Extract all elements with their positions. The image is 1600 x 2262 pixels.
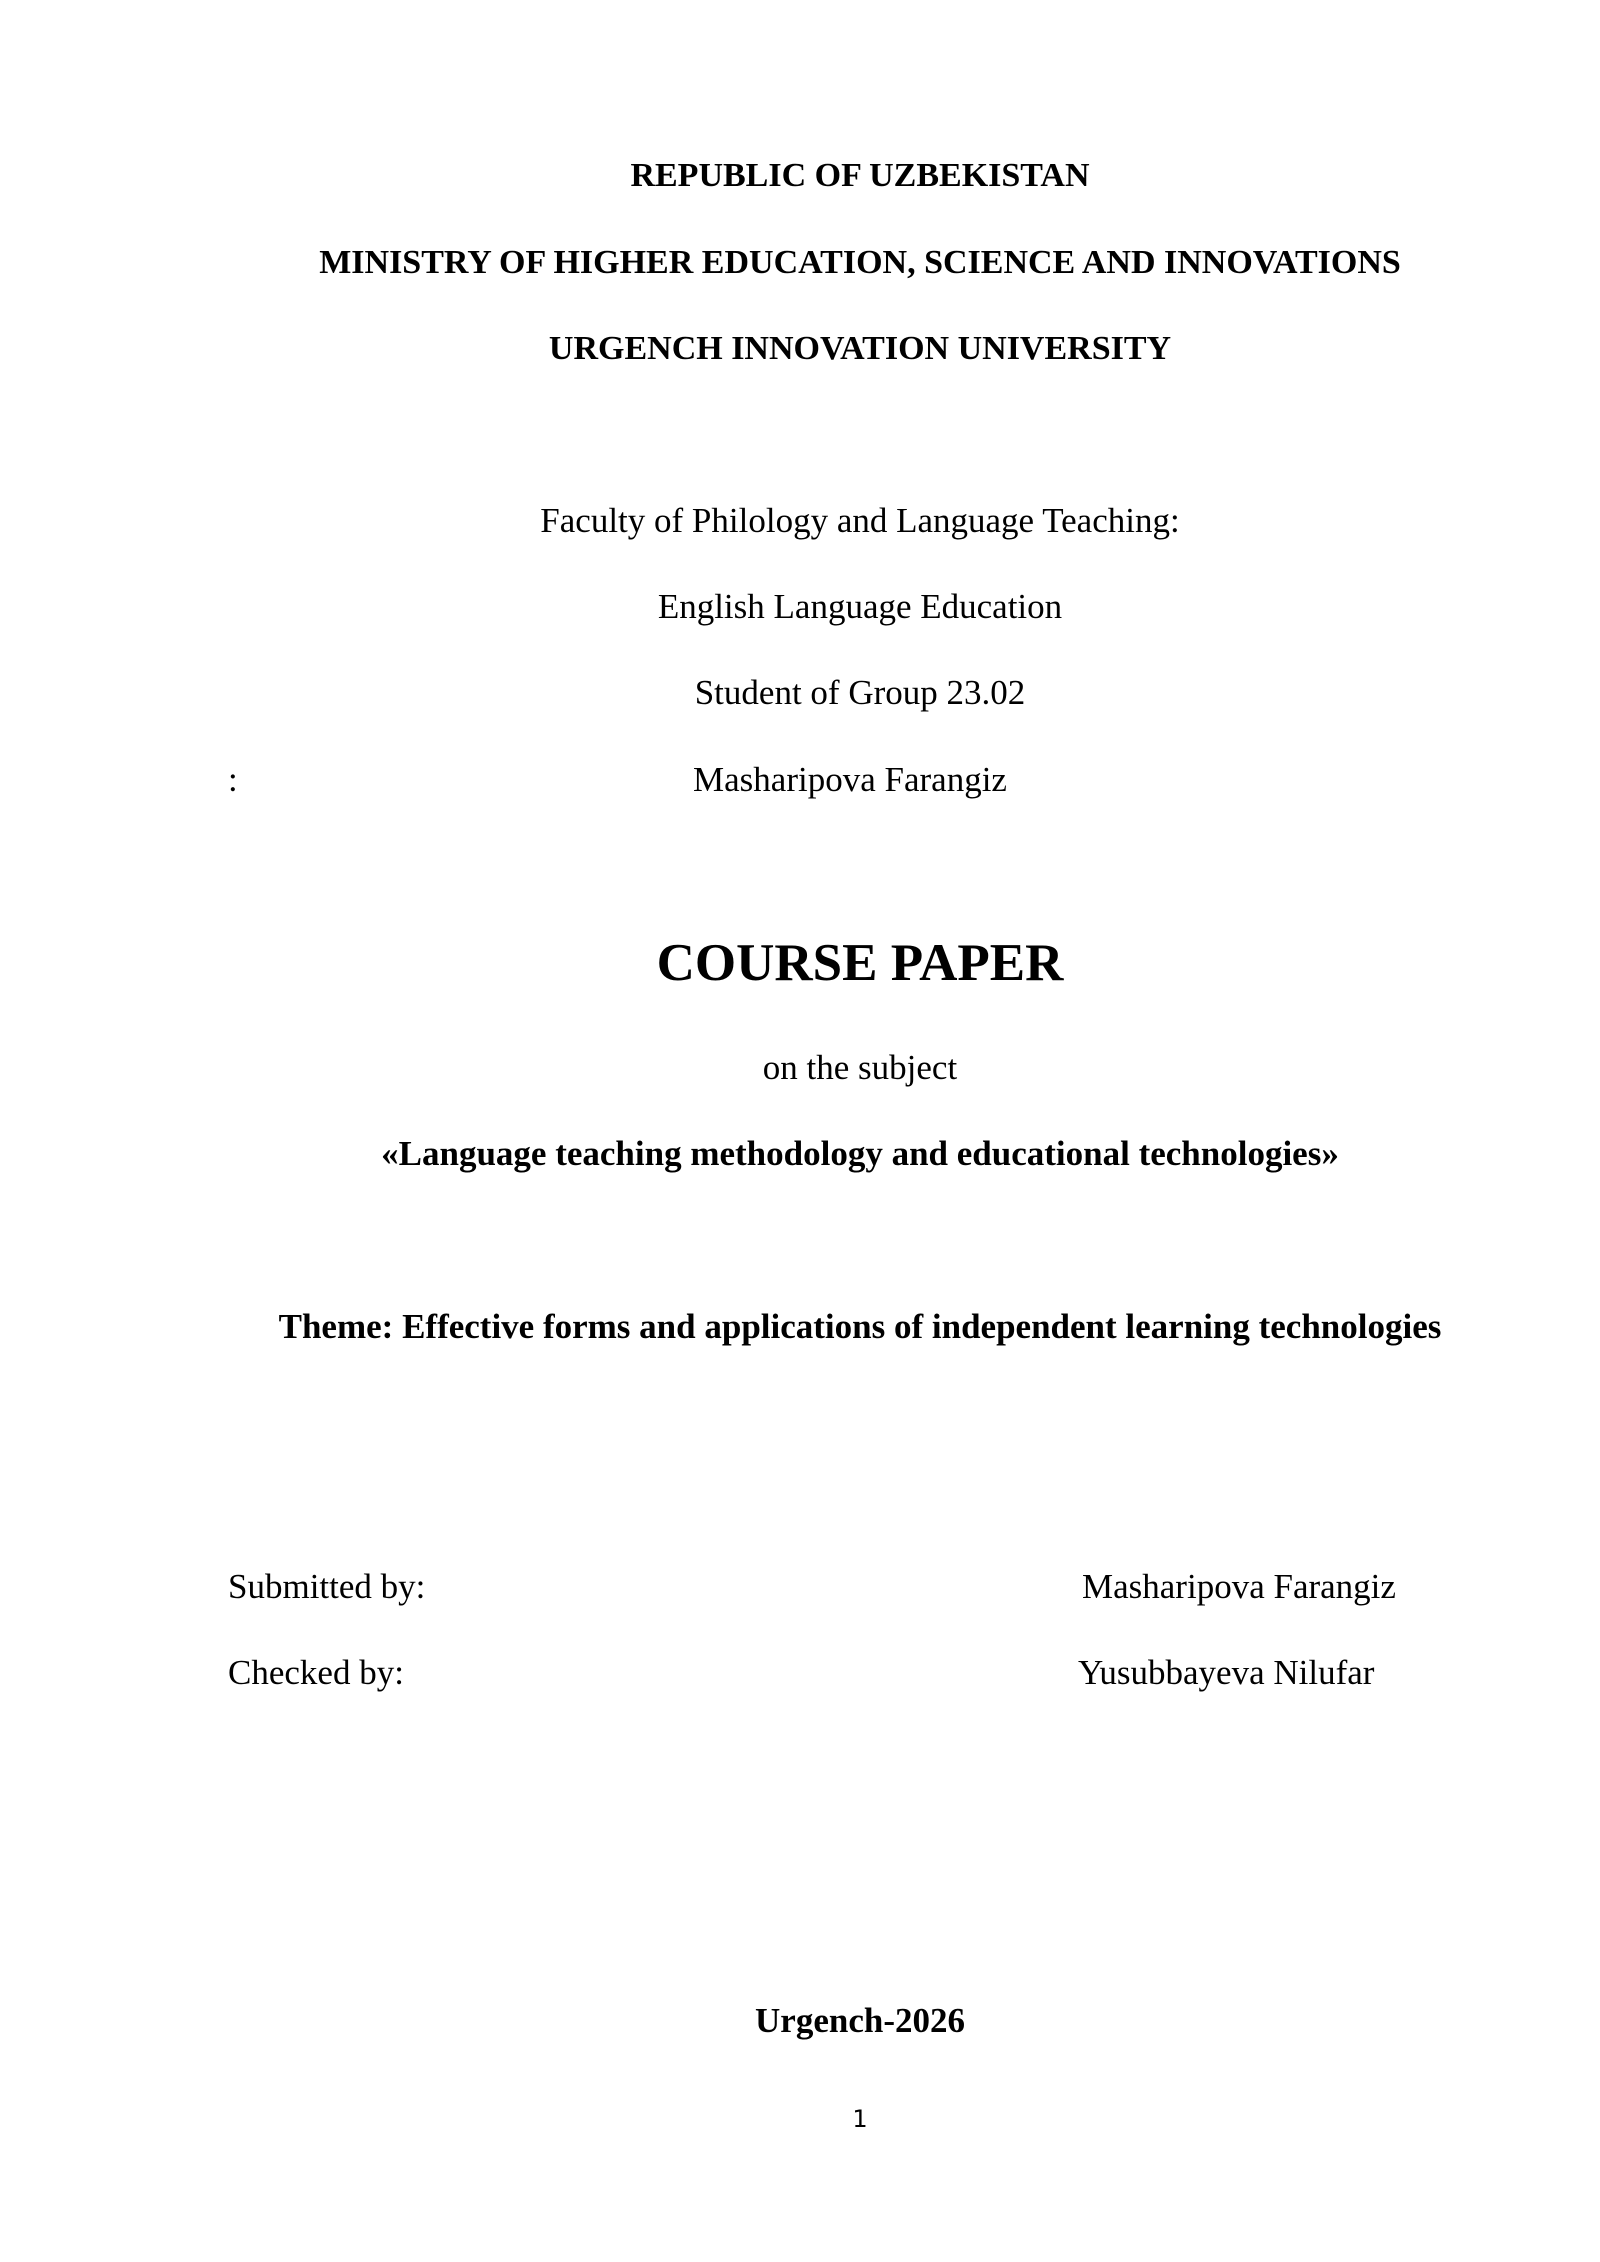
group-line: Student of Group 23.02 [694,673,1026,712]
faculty-line: Faculty of Philology and Language Teaching: [540,501,1180,540]
theme-line: Theme: Effective forms and applications of independent learning technologies [278,1307,1442,1346]
subject-line: «Language teaching methodology and educational technologies» [381,1134,1339,1173]
university-heading: URGENCH INNOVATION UNIVERSITY [548,330,1172,367]
submitted-by-name: Masharipova Farangiz [1082,1567,1396,1606]
student-name-line: Masharipova Farangiz [693,760,1007,799]
stray-colon: : [228,760,238,799]
program-line: English Language Education [657,587,1063,626]
ministry-heading: MINISTRY OF HIGHER EDUCATION, SCIENCE AND INNOVATIONS [319,244,1401,281]
on-subject-line: on the subject [762,1048,958,1087]
page-number: 1 [852,2105,868,2133]
checked-by-name: Yusubbayeva Nilufar [1078,1653,1375,1692]
submitted-by-label: Submitted by: [228,1567,426,1606]
city-year: Urgench-2026 [755,2001,965,2040]
document-title: COURSE PAPER [656,934,1064,992]
checked-by-label: Checked by: [228,1653,404,1692]
country-heading: REPUBLIC OF UZBEKISTAN [630,157,1090,194]
